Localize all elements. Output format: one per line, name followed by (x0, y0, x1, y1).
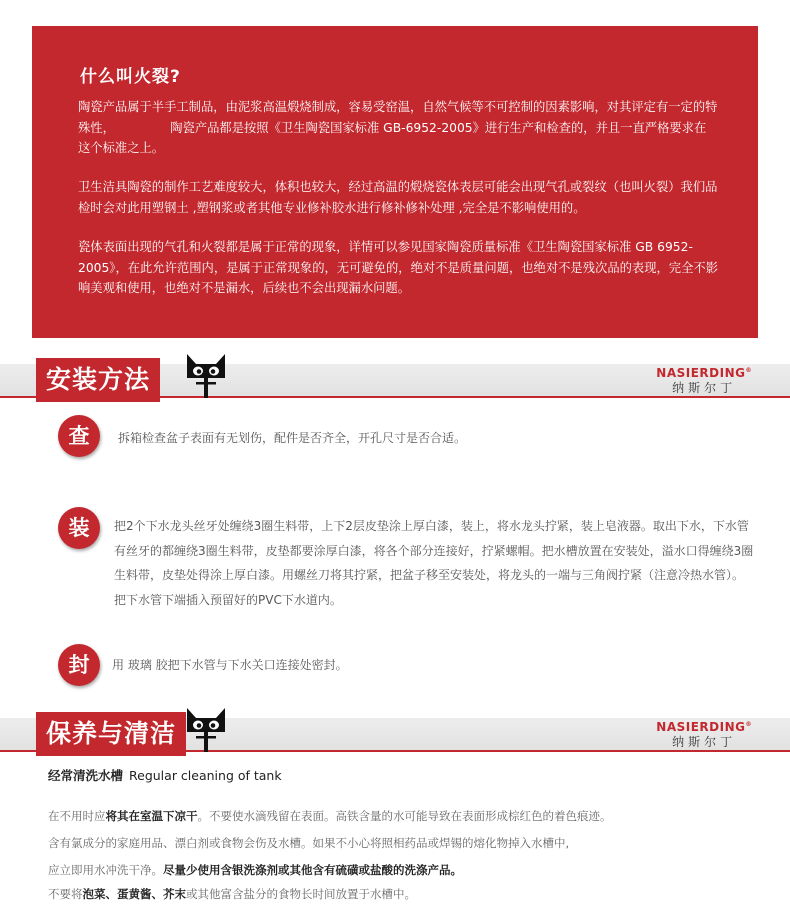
brand-name-cn: 纳斯尔丁 (672, 735, 737, 749)
brand-name-en: NASIERDING (656, 366, 746, 380)
care-subtitle (48, 766, 282, 784)
care-section-title: 保养与清洁 (36, 712, 186, 756)
install-banner (0, 358, 790, 402)
check-step-text: 拆箱检查盆子表面有无划伤，配件是否齐全，开孔尺寸是否合适。 (118, 431, 467, 445)
brand-registered-mark: ® (745, 367, 752, 374)
brand-name-en: NASIERDING (656, 720, 746, 734)
seal-step-icon: 封 (58, 644, 100, 686)
check-step-icon: 查 (58, 415, 100, 457)
tmall-cat-icon (183, 706, 229, 754)
care-line-3-emphasis: 尽量少使用含银洗涤剂或其他含有硫磺或盐酸的洗涤产品。 (163, 863, 462, 877)
brand-logo (656, 366, 752, 396)
care-line-4 (48, 886, 416, 902)
fire-crack-paragraph-2: 卫生洁具陶瓷的制作工艺难度较大，体积也较大，经过高温的煅烧瓷体表层可能会出现气孔或裂纹（也叫火裂）我们品检时会对此用塑钢土 ,塑钢浆或者其他专业修补胶水进行修补修补处理 ,完全是不影响使用的。 (78, 180, 718, 215)
install-section-title: 安装方法 (36, 358, 160, 402)
care-line-1-a: 在不用时应 (48, 809, 106, 823)
care-banner (0, 712, 790, 756)
brand-registered-mark: ® (745, 721, 752, 728)
fire-crack-title: 什么叫火裂? (80, 67, 181, 87)
install-step-text: 把2个下水龙头丝牙处缠绕3圈生料带，上下2层皮垫涂上厚白漆，装上，将水龙头拧紧，装上皂液器。取出下水，下水管有丝牙的都缠绕3圈生料带，皮垫都要涂厚白漆，将各个部分连接好，拧紧螺帽。把水槽放置在安装处，溢水口得缠绕3圈生料带，皮垫处得涂上厚白漆。用螺丝刀将其拧紧，把盆子移至安装处，将龙头的一端与三角阀拧紧（注意冷热水管）。把下水管下端插入预留好的PVC下水道内。 (114, 519, 754, 607)
fire-crack-panel (32, 26, 758, 338)
brand-logo (656, 720, 752, 750)
care-line-3 (48, 862, 462, 878)
seal-step-text: 用 玻璃 胶把下水管与下水关口连接处密封。 (112, 658, 348, 672)
fire-crack-paragraph-3: 瓷体表面出现的气孔和火裂都是属于正常的现象，详情可以参见国家陶瓷质量标准《卫生陶瓷国家标准 GB 6952-2005》，在此允许范围内，是属于正常现象的，无可避免的，绝对不是质量问题，也绝对不是残次品的表现，完全不影响美观和使用，也绝对不是漏水，后续也不会出现漏水问题。 (78, 240, 718, 295)
care-line-1-emphasis: 将其在室温下凉干 (105, 809, 198, 823)
care-line-2: 含有氯成分的家庭用品、漂白剂或食物会伤及水槽。如果不小心将照相药品或焊锡的熔化物掉入水槽中, (48, 836, 570, 850)
fire-crack-paragraph-1: 陶瓷产品属于半手工制品，由泥浆高温煅烧制成，容易受窑温，自然气候等不可控制的因素影响，对其评定有一定的特殊性， 陶瓷产品都是按照《卫生陶瓷国家标准 GB-6952-2005》进行生产和检查的，并且一直严格要求在这个标准之上。 (78, 100, 718, 155)
care-subtitle-en: Regular cleaning of tank (129, 768, 282, 783)
install-step-icon: 装 (58, 507, 100, 549)
care-line-3-a: 应立即用水冲洗干净。 (48, 863, 163, 877)
care-subtitle-cn: 经常清洗水槽 (48, 768, 124, 783)
care-line-1-c: 。不要使水滴残留在表面。高铁含量的水可能导致在表面形成棕红色的着色痕迹。 (197, 809, 612, 823)
tmall-cat-icon (183, 352, 229, 400)
care-line-4-a: 不要将 (48, 887, 83, 901)
care-line-1 (48, 808, 612, 824)
brand-name-cn: 纳斯尔丁 (672, 381, 737, 395)
care-line-4-emphasis: 泡菜、蛋黄酱、芥末 (82, 887, 186, 901)
care-line-4-c: 或其他富含盐分的食物长时间放置于水槽中。 (186, 887, 416, 901)
